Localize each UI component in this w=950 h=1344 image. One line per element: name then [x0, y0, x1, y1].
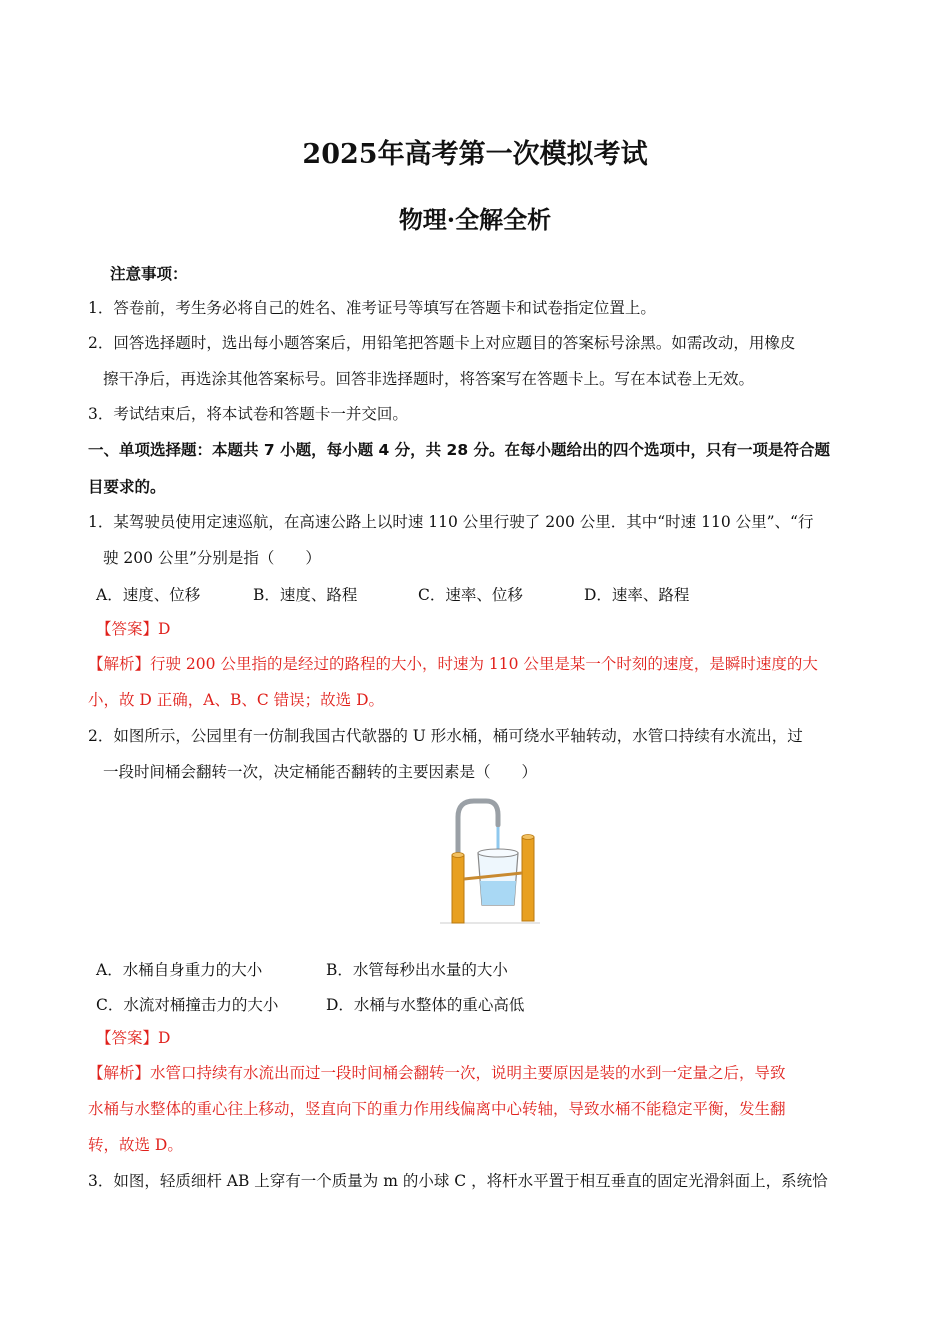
- q1-answer: 【答案】D: [96, 620, 171, 638]
- q2-option-a: A．水桶自身重力的大小: [96, 961, 263, 979]
- section-heading-cont: 目要求的。: [88, 478, 166, 496]
- q2-analysis-cont-1: 水桶与水整体的重心往上移动，竖直向下的重力作用线偏离中心转轴，导致水桶不能稳定平衡，发生翻: [88, 1100, 786, 1118]
- notice-item-3: 3．考试结束后，将本试卷和答题卡一并交回。: [88, 405, 408, 423]
- q1-analysis: 【解析】行驶 200 公里指的是经过的路程的大小，时速为 110 公里是某一个时刻的速度，是瞬时速度的大: [88, 655, 818, 673]
- q1-stem-cont: 驶 200 公里”分别是指（ ）: [103, 549, 321, 567]
- q2-option-d: D．水桶与水整体的重心高低: [326, 996, 525, 1014]
- notice-item-2-cont: 擦干净后，再选涂其他答案标号。回答非选择题时，将答案写在答题卡上。写在本试卷上无效。: [103, 370, 755, 388]
- q1-option-a: A．速度、位移: [96, 586, 201, 604]
- q2-analysis: 【解析】水管口持续有水流出而过一段时间桶会翻转一次，说明主要原因是装的水到一定量之后，导致: [88, 1064, 786, 1082]
- section-heading: 一、单项选择题：本题共 7 小题，每小题 4 分，共 28 分。在每小题给出的四个选项中，只有一项是符合题: [88, 441, 831, 459]
- page-title: 2025年高考第一次模拟考试: [302, 139, 648, 170]
- q1-option-d: D．速率、路程: [584, 586, 690, 604]
- page-subtitle: 物理·全解全析: [398, 205, 552, 234]
- q2-option-c: C．水流对桶撞击力的大小: [96, 996, 279, 1014]
- q2-answer: 【答案】D: [96, 1029, 171, 1047]
- q1-stem: 1．某驾驶员使用定速巡航，在高速公路上以时速 110 公里行驶了 200 公里．其中“时速 110 公里”、“行: [88, 513, 814, 531]
- u-bucket-figure: [430, 795, 550, 930]
- notice-item-1: 1．答卷前，考生务必将自己的姓名、准考证号等填写在答题卡和试卷指定位置上。: [88, 299, 656, 317]
- notice-item-2: 2．回答选择题时，选出每小题答案后，用铅笔把答题卡上对应题目的答案标号涂黑。如需改动，用橡皮: [88, 334, 796, 352]
- q1-option-c: C．速率、位移: [418, 586, 523, 604]
- q2-analysis-cont-2: 转，故选 D。: [88, 1136, 183, 1154]
- q2-stem-cont: 一段时间桶会翻转一次，决定桶能否翻转的主要因素是（ ）: [103, 763, 538, 781]
- q3-stem: 3．如图，轻质细杆 AB 上穿有一个质量为 m 的小球 C ，将杆水平置于相互垂直的固定光滑斜面上，系统恰: [88, 1172, 828, 1190]
- q2-stem: 2．如图所示，公园里有一仿制我国古代欹器的 U 形水桶，桶可绕水平轴转动，水管口持续有水流出，过: [88, 727, 803, 745]
- notice-heading: 注意事项：: [110, 265, 188, 283]
- q1-option-b: B．速度、路程: [253, 586, 358, 604]
- q2-option-b: B．水管每秒出水量的大小: [326, 961, 508, 979]
- q1-analysis-cont: 小，故 D 正确，A、B、C 错误；故选 D。: [88, 691, 385, 709]
